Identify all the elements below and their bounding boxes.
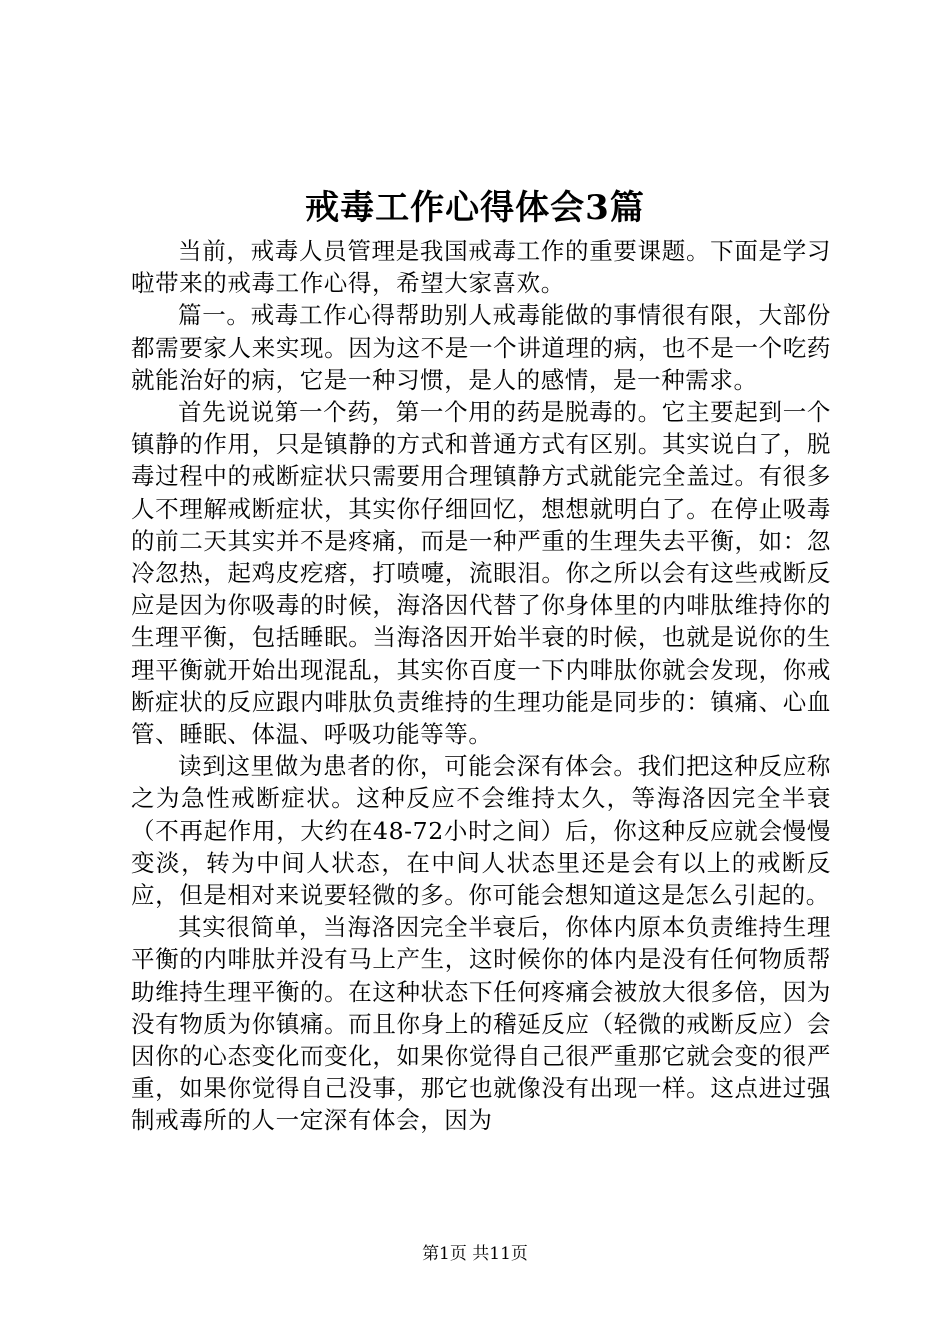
document-body (131, 235, 831, 1137)
page-title: 戒毒工作心得体会3篇 (305, 188, 645, 228)
paragraph: 读到这里做为患者的你，可能会深有体会。我们把这种反应称之为急性戒断症状。这种反应不会维持太久，等海洛因完全半衰（不再起作用，大约在48-72小时之间）后，你这种反应就会慢慢变淡，转为中间人状态，在中间人状态里还是会有以上的戒断反应，但是相对来说要轻微的多。你可能会想知道这是怎么引起的。 (131, 752, 831, 910)
paragraph: 首先说说第一个药，第一个用的药是脱毒的。它主要起到一个镇静的作用，只是镇静的方式和普通方式有区别。其实说白了，脱毒过程中的戒断症状只需要用合理镇静方式就能完全盖过。有很多人不理解戒断症状，其实你仔细回忆，想想就明白了。在停止吸毒的前二天其实并不是疼痛，而是一种严重的生理失去平衡，如：忽冷忽热，起鸡皮疙瘩，打喷嚏，流眼泪。你之所以会有这些戒断反应是因为你吸毒的时候，海洛因代替了你身体里的内啡肽维持你的生理平衡，包括睡眠。当海洛因开始半衰的时候，也就是说你的生理平衡就开始出现混乱，其实你百度一下内啡肽你就会发现，你戒断症状的反应跟内啡肽负责维持的生理功能是同步的：镇痛、心血管、睡眠、体温、呼吸功能等等。 (131, 398, 831, 749)
paragraph: 其实很简单，当海洛因完全半衰后，你体内原本负责维持生理平衡的内啡肽并没有马上产生，这时候你的体内是没有任何物质帮助维持生理平衡的。在这种状态下任何疼痛会被放大很多倍，因为没有物质为你镇痛。而且你身上的稽延反应（轻微的戒断反应）会因你的心态变化而变化，如果你觉得自己很严重那它就会变的很严重，如果你觉得自己没事，那它也就像没有出现一样。这点进过强制戒毒所的人一定深有体会，因为 (131, 913, 831, 1135)
paragraph: 当前，戒毒人员管理是我国戒毒工作的重要课题。下面是学习啦带来的戒毒工作心得，希望大家喜欢。 (131, 237, 831, 298)
page-footer: 第1页 共11页 (422, 1244, 528, 1264)
paragraph: 篇一。戒毒工作心得帮助别人戒毒能做的事情很有限，大部份都需要家人来实现。因为这不是一个讲道理的病，也不是一个吃药就能治好的病，它是一种习惯，是人的感情，是一种需求。 (131, 301, 831, 394)
